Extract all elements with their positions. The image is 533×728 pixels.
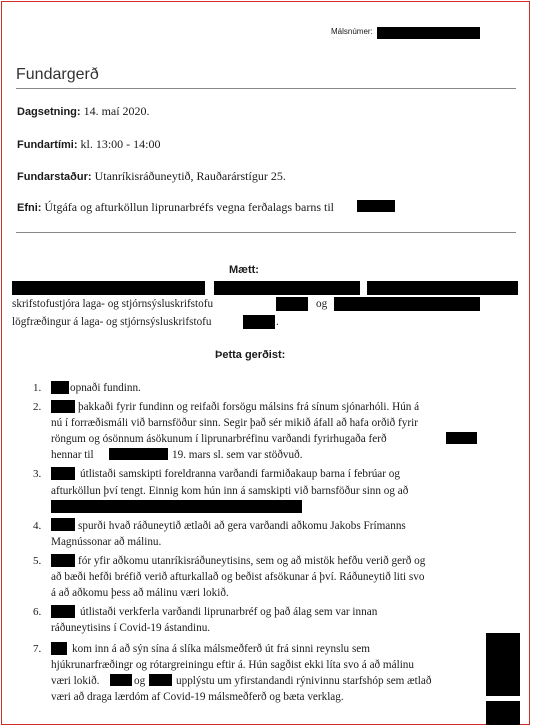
list-item-line: hennar til	[51, 449, 94, 461]
list-item-line: 19. mars sl. sem var stöðvuð.	[172, 449, 303, 461]
redaction-box	[276, 297, 308, 311]
redaction-box	[109, 448, 168, 460]
list-number: 1.	[33, 382, 42, 394]
list-item-line: ráðuneytisins í Covid-19 ástandinu.	[51, 622, 211, 634]
divider	[16, 232, 516, 233]
list-item-line: afturköllun því tengt. Einnig kom hún inn á samskipti við barnsföður sinn og að	[51, 485, 409, 497]
subject-field	[17, 200, 334, 215]
redaction-box	[51, 605, 75, 618]
date-value: 14. maí 2020.	[83, 104, 150, 118]
place-value: Utanríkisráðuneytið, Rauðarárstígur 25.	[94, 169, 286, 183]
redaction-box	[51, 467, 75, 480]
list-item-line: opnaði fundinn.	[70, 382, 141, 394]
attendees-line: skrifstofustjóra laga- og stjórnsýsluskrifstofu	[12, 298, 214, 310]
list-number: 5.	[33, 555, 42, 567]
date-field	[17, 104, 150, 119]
list-item-line: væri lokið.	[51, 675, 100, 687]
redaction-box	[51, 642, 67, 655]
redaction-box	[367, 281, 518, 295]
list-item-line: væri að draga lærdóm af Covid-19 málsmeðferð og bæta verklag.	[51, 691, 344, 703]
time-value: kl. 13:00 - 14:00	[80, 137, 161, 151]
list-item-line: hjúkrunarfræðingr og rótargreiningu eftir á. Hún sagðist ekki líta svo á að málinu	[51, 659, 414, 671]
time-field	[17, 137, 161, 152]
list-item-line: útlistaði samskipti foreldranna varðandi farmiðakaup barna í febrúar og	[80, 468, 400, 480]
case-number-label: Málsnúmer:	[331, 27, 373, 36]
list-item-line: þakkaði fyrir fundinn og reifaði forsögu málsins frá sínum sjónarhóli. Hún á	[78, 401, 420, 413]
subject-value: Útgáfa og afturköllun liprunarbréfs vegna ferðalags barns til	[44, 200, 335, 214]
redaction-box	[243, 315, 275, 329]
time-label: Fundartími:	[17, 139, 78, 151]
divider	[16, 88, 516, 89]
redaction-box	[486, 701, 520, 725]
list-item-line: nú í forræðismáli við barnsföður sinn. Segir það sér mikið áfall að hafa orðið fyrir	[51, 417, 418, 429]
redaction-box	[486, 633, 520, 696]
list-item-line: útlistaði verkferla varðandi liprunarbréf og það álag sem var innan	[80, 606, 378, 618]
date-label: Dagsetning:	[17, 106, 81, 118]
subject-label: Efni:	[17, 202, 42, 214]
page-title: Fundargerð	[16, 66, 99, 83]
redaction-box	[334, 297, 480, 311]
list-item-line: Magnússonar að málinu.	[51, 536, 162, 548]
attendees-line-end: .	[276, 316, 279, 328]
list-item-line: og	[134, 675, 146, 687]
redaction-box	[110, 674, 132, 686]
list-number: 3.	[33, 468, 42, 480]
place-field	[17, 169, 286, 184]
list-number: 4.	[33, 520, 42, 532]
list-number: 2.	[33, 401, 42, 413]
redaction-box	[51, 381, 69, 394]
list-item-line: upplýstu um yfirstandandi rýnivinnu starfshóp sem ætlað	[176, 675, 432, 687]
redaction-box	[149, 674, 172, 686]
list-item-line: spurði hvað ráðuneytið ætlaði að gera varðandi aðkomu Jakobs Frímanns	[78, 520, 406, 532]
redaction-box	[357, 200, 395, 212]
redaction-box	[377, 27, 480, 39]
redaction-box	[51, 554, 75, 567]
redaction-box	[51, 400, 75, 413]
redaction-box	[12, 281, 205, 295]
list-item-line: fór yfir aðkomu utanríkisráðuneytisins, sem og að mistök hefðu verið gerð og	[78, 555, 426, 567]
attendees-line: lögfræðingur á laga- og stjórnsýsluskrifstofu	[12, 316, 212, 328]
list-number: 6.	[33, 606, 42, 618]
list-item-line: að bæði hefði bréfið verið afturkallað og beðist afsökunar á því. Ráðuneytið liti svo	[51, 571, 425, 583]
list-item-line: á að aðkomu þess að málinu væri lokið.	[51, 587, 229, 599]
place-label: Fundarstaður:	[17, 171, 92, 183]
attendees-heading: Mætt:	[229, 264, 259, 276]
list-number: 7.	[33, 643, 42, 655]
redaction-box	[51, 518, 75, 531]
redaction-box	[446, 432, 477, 444]
redaction-box	[214, 281, 360, 295]
list-item-line: röngum og ósönnum ásökunum í liprunarbréfinu varðandi fyrirhugaða ferð	[51, 433, 387, 445]
list-item-line: kom inn á að sýn sína á slíka málsmeðferð út frá sinni reynslu sem	[72, 643, 370, 655]
minutes-heading: Þetta gerðist:	[215, 349, 286, 361]
attendees-line: og	[316, 298, 328, 310]
redaction-box	[51, 500, 302, 513]
